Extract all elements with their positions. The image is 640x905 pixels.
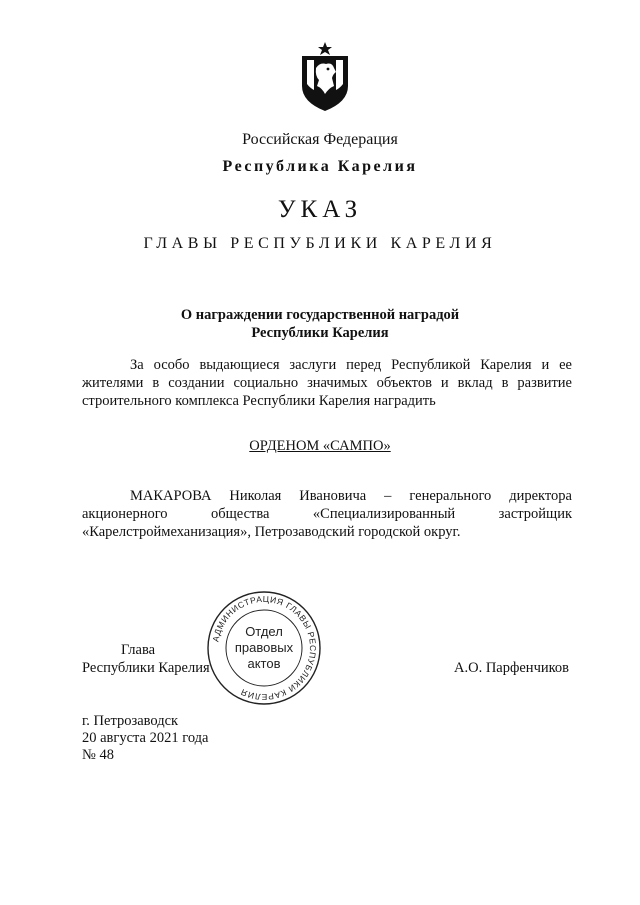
recipient-line: «Карелстроймеханизация», Петрозаводский городской округ. — [82, 524, 461, 540]
document-title-line-1: О награждении государственной наградой — [180, 307, 460, 323]
stamp-ring-text: АДМИНИСТРАЦИЯ ГЛАВЫ РЕСПУБЛИКИ КАРЕЛИЯ — [210, 593, 319, 703]
document-title-line-2: Республики Карелия — [251, 325, 389, 341]
paragraph-line: жителями в создании социально значимых объектов и вклад в развитие — [82, 375, 572, 391]
document-type: УКАЗ — [277, 196, 363, 223]
award-name: ОРДЕНОМ «САМПО» — [249, 438, 391, 454]
stamp-line-1: Отдел — [245, 624, 283, 639]
recipient-line: МАКАРОВА Николая Ивановича – генерального директора — [130, 488, 572, 504]
recipient-line: акционерного общества «Специализированный застройщик — [82, 506, 572, 522]
signatory-name: А.О. Парфенчиков — [454, 660, 570, 676]
stamp-line-3: актов — [247, 656, 281, 671]
signatory-republic: Республики Карелия — [82, 660, 210, 676]
republic-heading: Республика Карелия — [222, 158, 418, 175]
paragraph-line: строительного комплекса Республики Карелия наградить — [82, 393, 436, 409]
document-number: № 48 — [82, 747, 114, 763]
country-heading: Российская Федерация — [242, 131, 398, 148]
stamp-line-2: правовых — [234, 640, 294, 655]
coat-of-arms-emblem — [298, 42, 352, 112]
signatory-title: Глава — [121, 642, 156, 658]
paragraph-line: За особо выдающиеся заслуги перед Республикой Карелия и ее — [130, 357, 572, 373]
official-stamp — [206, 590, 322, 706]
issue-date: 20 августа 2021 года — [82, 730, 209, 746]
issuing-authority: ГЛАВЫ РЕСПУБЛИКИ КАРЕЛИЯ — [143, 235, 497, 252]
issue-place: г. Петрозаводск — [82, 713, 179, 729]
